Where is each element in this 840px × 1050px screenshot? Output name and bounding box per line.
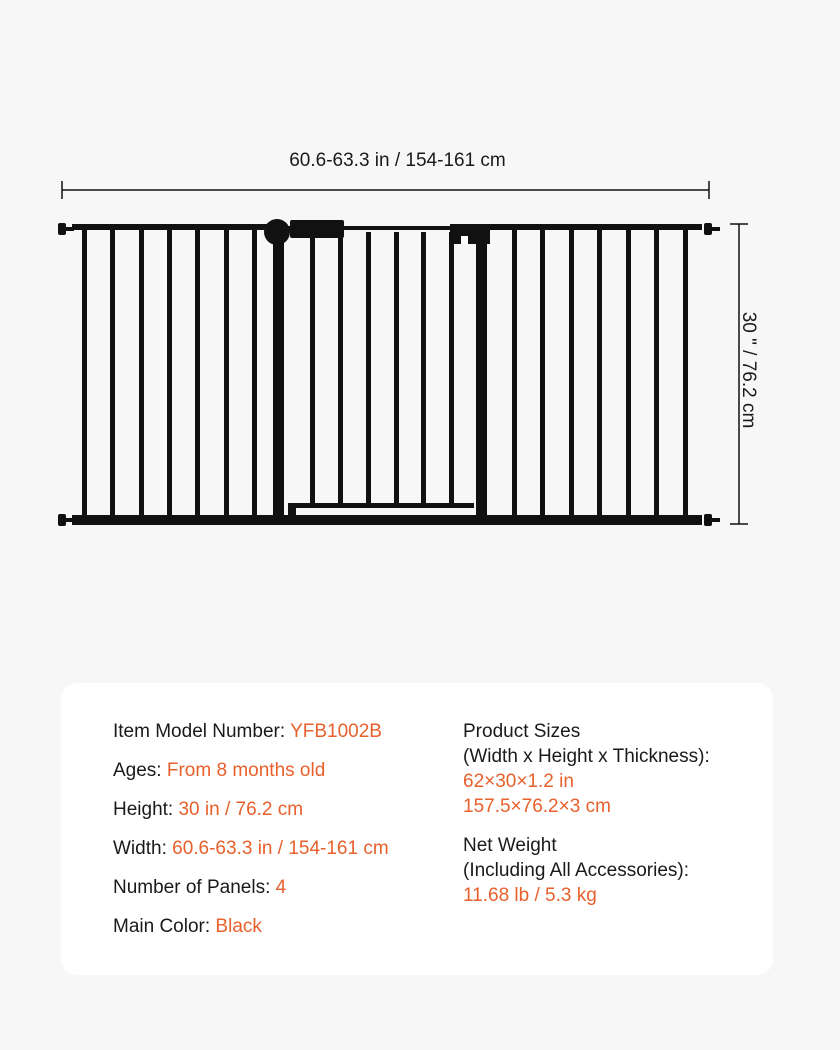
gate-bar [654, 230, 659, 516]
product-sizes-title: Product Sizes [463, 721, 581, 742]
gate-top-rail-right [480, 224, 702, 230]
gate-bar [683, 230, 688, 516]
gate-bar [512, 230, 517, 516]
gate-bar [167, 230, 172, 516]
product-sizes-subtitle: (Width x Height x Thickness): [463, 746, 710, 767]
gate-top-rail-left [72, 224, 272, 230]
height-dimension-label: 30 " / 76.2 cm [738, 311, 759, 429]
gate-latch [450, 224, 490, 244]
gate-bar [82, 230, 87, 516]
gate-bolt-shaft [706, 227, 720, 231]
gate-bar [224, 230, 229, 516]
spec-card [61, 683, 773, 975]
gate-door-bar [421, 232, 426, 506]
gate-bolt-shaft [706, 518, 720, 522]
net-weight-block [463, 833, 763, 908]
spec-model-number: Item Model Number: YFB1002B [113, 721, 382, 742]
spec-list [113, 719, 433, 953]
gate-door-foot [288, 505, 296, 517]
product-sizes-inches: 62×30×1.2 in [463, 771, 574, 792]
gate-bar [195, 230, 200, 516]
spec-panels: Number of Panels: 4 [113, 877, 287, 898]
product-sizes-cm: 157.5×76.2×3 cm [463, 796, 611, 817]
gate-top-rail-mid [344, 226, 454, 230]
gate-door-bar [338, 232, 343, 506]
product-sizes-block [463, 719, 763, 819]
gate-bar [540, 230, 545, 516]
gate-bar [626, 230, 631, 516]
spec-width: Width: 60.6-63.3 in / 154-161 cm [113, 838, 389, 859]
net-weight-subtitle: (Including All Accessories): [463, 860, 689, 881]
spec-height: Height: 30 in / 76.2 cm [113, 799, 304, 820]
gate-bar [597, 230, 602, 516]
spec-main-color: Main Color: Black [113, 916, 262, 937]
gate-door-bar [394, 232, 399, 506]
gate-door-bar [310, 232, 315, 506]
gate-hinge-knob [264, 219, 290, 245]
gate-handle [290, 220, 344, 238]
spec-ages: Ages: From 8 months old [113, 760, 326, 781]
gate-bolt-shaft [60, 518, 74, 522]
gate-latch-post [476, 226, 487, 518]
gate-bar [569, 230, 574, 516]
width-dimension-label: 60.6-63.3 in / 154-161 cm [289, 150, 506, 171]
gate-bottom-rail [72, 515, 702, 525]
gate-latch-slot [461, 236, 468, 244]
gate-hinge-post [273, 226, 284, 518]
spec-sizes-weight [463, 719, 763, 922]
gate-door-bottom-bar [288, 503, 474, 508]
gate-bar [252, 230, 257, 516]
gate-door-bar [449, 232, 454, 506]
gate-bar [139, 230, 144, 516]
gate-bar [110, 230, 115, 516]
net-weight-title: Net Weight [463, 835, 557, 856]
gate-bolt-shaft [60, 227, 74, 231]
net-weight-value: 11.68 lb / 5.3 kg [463, 885, 597, 906]
gate-door-bar [366, 232, 371, 506]
